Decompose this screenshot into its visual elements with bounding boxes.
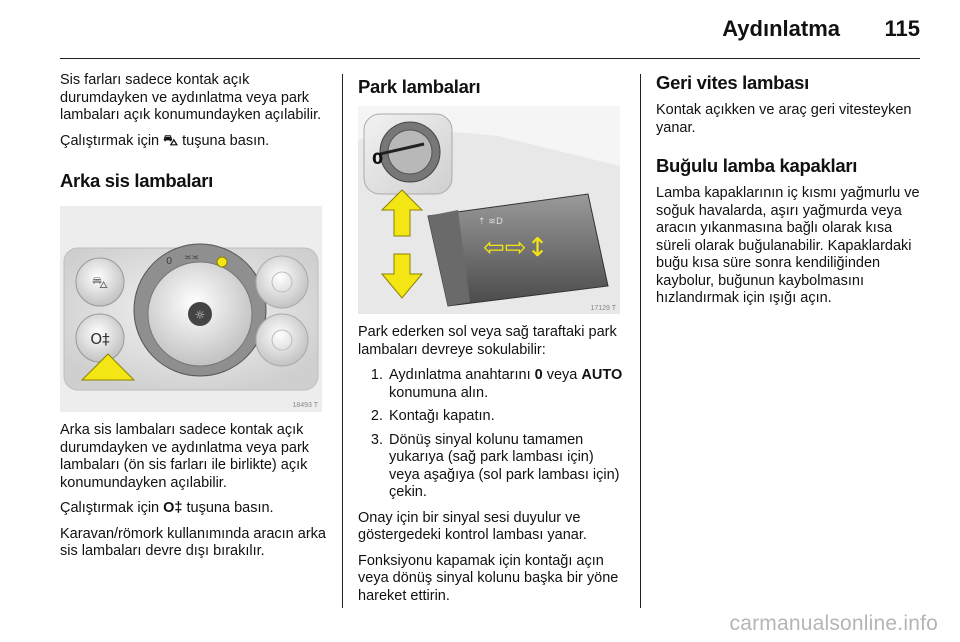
svg-text:≍≍: ≍≍: [184, 253, 200, 263]
svg-text:☼: ☼: [194, 308, 206, 322]
reverse-light-heading: Geri vites lambası: [656, 72, 809, 93]
column-divider-2: [640, 74, 641, 608]
front-fog-icon: ⛍: [163, 132, 179, 149]
figure-code: 18493 T: [292, 402, 318, 409]
confirmation-paragraph: Onay için bir sinyal sesi duyulur ve göstergedeki kontrol lambası yanar.: [358, 509, 587, 543]
page-title: Aydınlatma: [722, 16, 840, 41]
position-zero-label: 0: [372, 149, 384, 168]
turn-arrows-icon: ⇦⇨↕: [483, 233, 549, 263]
trailer-note: Karavan/römork kullanımında aracın arka sis lambaları devre dışı bırakılır.: [60, 525, 326, 559]
parking-steps: [358, 367, 628, 502]
parking-intro: Park ederken sol veya sağ taraftaki park lambaları devreye sokulabilir:: [358, 324, 617, 358]
right-button-bottom: [256, 314, 308, 366]
column-1: [60, 72, 330, 569]
fogged-covers-paragraph: Lamba kapaklarının iç kısmı yağmurlu ve soğuk havalarda, aşırı yağmurda veya aracın yıkanmasına bağlı olarak kısa süreli olarak buğulanabilir. Kapaklardaki buğu kısa süre sonra kendiliğinden kaybolur, buğunun kaybolmasını hızlandırmak için ışığı açın.: [656, 185, 920, 306]
reverse-light-paragraph: Kontak açıkken ve araç geri vitesteyken yanar.: [656, 102, 912, 136]
rear-fog-switch-illustration: [60, 206, 322, 412]
header-rule: [60, 58, 920, 59]
right-button-top: [256, 256, 308, 308]
figure-code: 17129 T: [590, 305, 616, 312]
svg-text:O‡: O‡: [90, 330, 110, 348]
page-header: [0, 0, 960, 62]
parking-lights-heading: Park lambaları: [358, 76, 481, 97]
list-item: 3. Dönüş sinyal kolunu tamamen yukarıya (sağ park lambası için) veya aşağıya (sol park lambası için) çekin.: [387, 432, 628, 502]
rear-fog-instruction: Çalıştırmak için O‡ tuşuna basın.: [60, 500, 274, 516]
svg-text:⇡ ≋D: ⇡ ≋D: [478, 217, 503, 227]
fogged-covers-heading: Buğulu lamba kapakları: [656, 155, 858, 176]
page-number: 115: [884, 16, 920, 41]
svg-text:0: 0: [166, 256, 173, 267]
svg-text:⛍: ⛍: [91, 273, 109, 292]
rear-fog-icon: O‡: [163, 500, 183, 516]
fog-lights-instruction: Çalıştırmak için ⛍ tuşuna basın.: [60, 132, 270, 149]
list-item: 1. Aydınlatma anahtarını 0 veya AUTO konumuna alın.: [387, 367, 628, 402]
column-2: [358, 72, 628, 613]
column-3: [656, 72, 924, 316]
rear-fog-heading: Arka sis lambaları: [60, 170, 213, 191]
watermark: carmanualsonline.info: [729, 612, 938, 635]
list-item: 2. Kontağı kapatın.: [387, 408, 628, 426]
rear-fog-paragraph: Arka sis lambaları sadece kontak açık durumdayken ve aydınlatma veya park lambaları (ön sis farları ile birlikte) açık konumundayken açılabilir.: [60, 422, 310, 491]
parking-lights-illustration: [358, 106, 620, 314]
column-divider-1: [342, 74, 343, 608]
fog-lights-paragraph: Sis farları sadece kontak açık durumdayken ve aydınlatma veya park lambaları açık konumundayken açılabilir.: [60, 72, 322, 123]
lamp-indicator-icon: [217, 257, 227, 267]
deactivation-paragraph: Fonksiyonu kapamak için kontağı açın veya dönüş sinyal kolunu başka bir yöne hareket ettirin.: [358, 552, 619, 604]
